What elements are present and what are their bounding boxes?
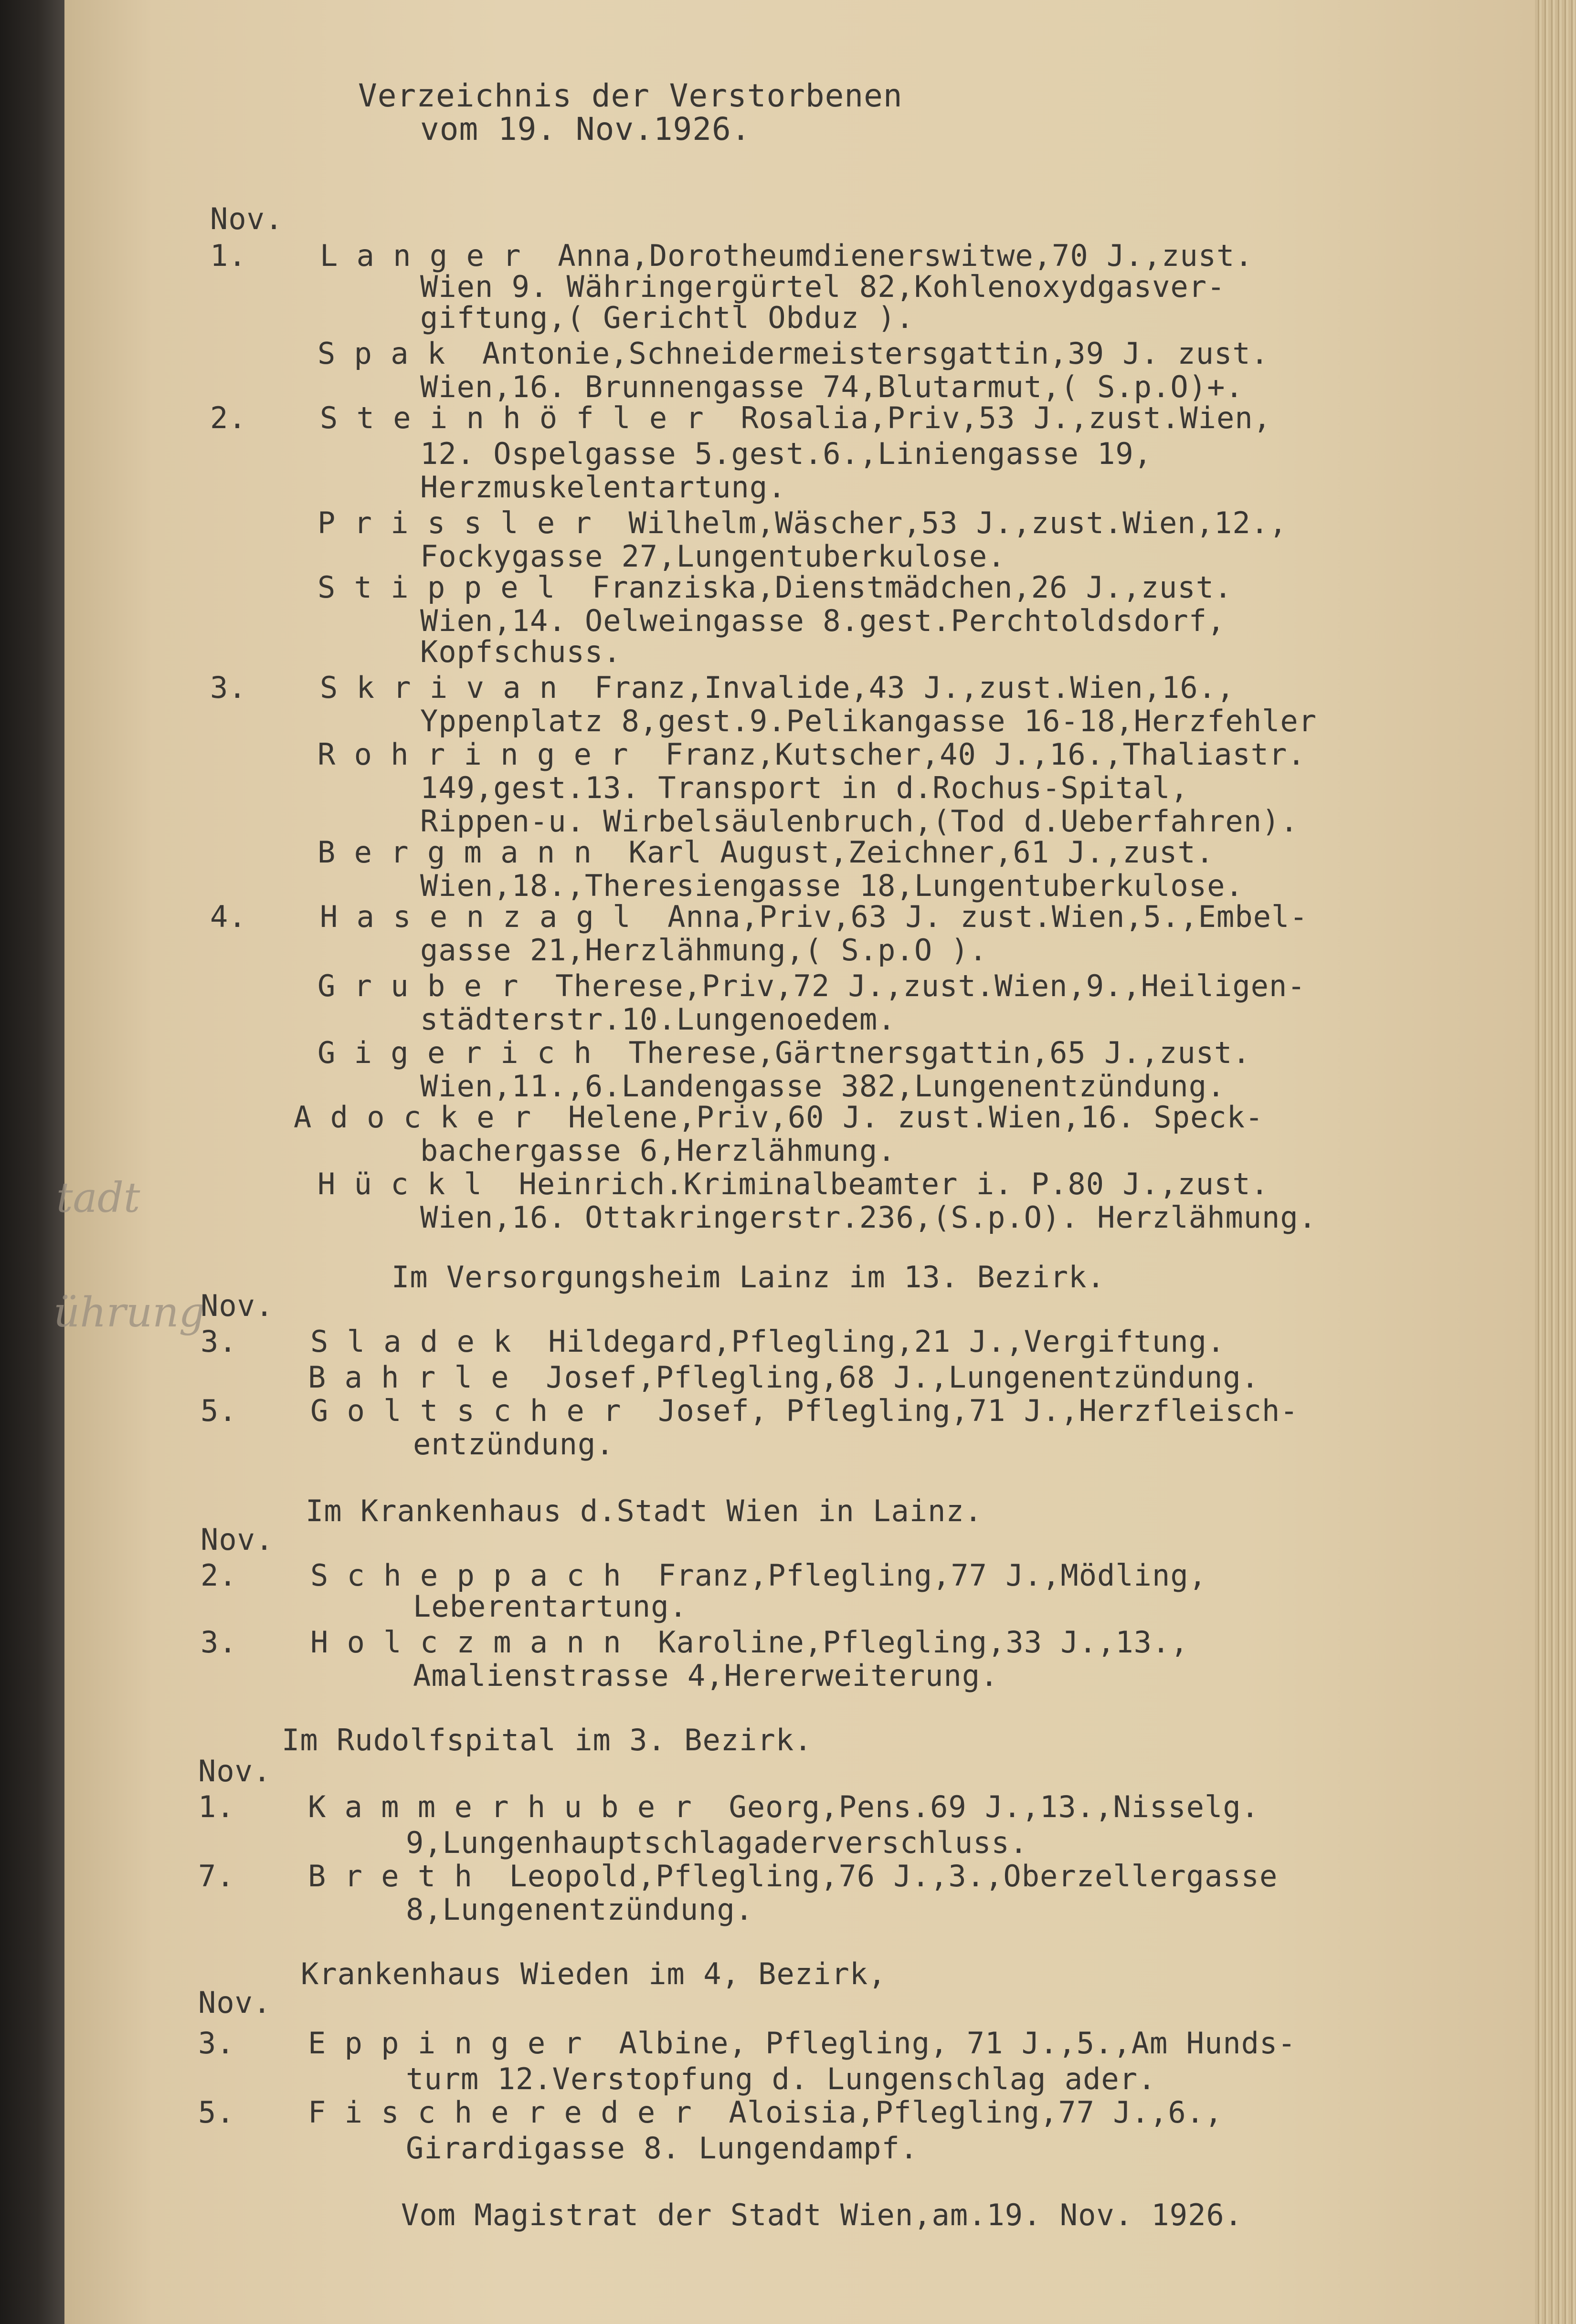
entry-line: 3. H o l c z m a n n Karoline,Pflegling,33 J.,13.,: [201, 1625, 1189, 1660]
entry-line: Kopfschuss.: [420, 634, 622, 669]
entry-line: 12. Ospelgasse 5.gest.6.,Liniengasse 19,: [420, 436, 1153, 471]
entry-line: Girardigasse 8. Lungendampf.: [406, 2131, 919, 2166]
entry-line: städterstr.10.Lungenoedem.: [420, 1002, 896, 1037]
entry-line: 5. G o l t s c h e r Josef, Pflegling,71 J.,Herzfleisch-: [201, 1393, 1299, 1428]
month-header: Nov.: [198, 1985, 272, 2020]
entry-line: 2. S c h e p p a c h Franz,Pflegling,77 J.,Mödling,: [201, 1558, 1207, 1593]
margin-note-1: tadt: [56, 1174, 140, 1222]
title-line-1: Verzeichnis der Verstorbenen: [358, 77, 903, 114]
entry-line: 8,Lungenentzündung.: [406, 1892, 754, 1927]
entry-line: Amalienstrasse 4,Hererweiterung.: [413, 1658, 999, 1693]
entry-line: A d o c k e r Helene,Priv,60 J. zust.Wien,16. Speck-: [294, 1100, 1264, 1135]
month-header: Nov.: [198, 1754, 272, 1788]
entry-line: 3. S k r i v a n Franz,Invalide,43 J.,zust.Wien,16.,: [210, 670, 1235, 705]
entry-line: giftung,( Gerichtl Obduz ).: [420, 300, 914, 335]
entry-line: Wien,16. Ottakringerstr.236,(S.p.O). Herzlähmung.: [420, 1200, 1317, 1235]
entry-line: 2. S t e i n h ö f l e r Rosalia,Priv,53 J.,zust.Wien,: [210, 400, 1271, 435]
entry-line: G r u b e r Therese,Priv,72 J.,zust.Wien,9.,Heiligen-: [317, 968, 1306, 1003]
margin-note-2: ührung: [53, 1289, 205, 1336]
entry-line: B a h r l e Josef,Pflegling,68 J.,Lungenentzündung.: [308, 1360, 1260, 1395]
entry-line: G i g e r i c h Therese,Gärtnersgattin,65 J.,zust.: [317, 1035, 1251, 1070]
entry-line: 3. E p p i n g e r Albine, Pflegling, 71 J.,5.,Am Hunds-: [198, 2026, 1296, 2061]
entry-line: 4. H a s e n z a g l Anna,Priv,63 J. zust.Wien,5.,Embel-: [210, 899, 1308, 934]
entry-line: Wien,18.,Theresiengasse 18,Lungentuberkulose.: [420, 868, 1244, 903]
entry-line: S t i p p e l Franziska,Dienstmädchen,26 J.,zust.: [317, 570, 1233, 605]
month-header: Nov.: [201, 1522, 274, 1557]
section-heading: Im Krankenhaus d.Stadt Wien in Lainz.: [306, 1493, 983, 1528]
entry-line: Wien,14. Oelweingasse 8.gest.Perchtoldsdorf,: [420, 603, 1226, 638]
entry-line: 5. F i s c h e r e d e r Aloisia,Pflegling,77 J.,6.,: [198, 2095, 1223, 2130]
entry-line: Wien,11.,6.Landengasse 382,Lungenentzündung.: [420, 1069, 1226, 1104]
entry-line: 7. B r e t h Leopold,Pflegling,76 J.,3.,Oberzellergasse: [198, 1859, 1278, 1893]
entry-line: Wien 9. Währingergürtel 82,Kohlenoxydgasver-: [420, 269, 1226, 304]
entry-line: H ü c k l Heinrich.Kriminalbeamter i. P.80 J.,zust.: [317, 1167, 1269, 1201]
title-line-2: vom 19. Nov.1926.: [420, 111, 751, 147]
section-heading: Im Rudolfspital im 3. Bezirk.: [282, 1723, 813, 1757]
entry-line: turm 12.Verstopfung d. Lungenschlag ader.: [406, 2061, 1156, 2096]
entry-line: P r i s s l e r Wilhelm,Wäscher,53 J.,zust.Wien,12.,: [317, 505, 1288, 540]
entry-line: 149,gest.13. Transport in d.Rochus-Spital,: [420, 770, 1189, 805]
entry-line: R o h r i n g e r Franz,Kutscher,40 J.,16.,Thaliastr.: [317, 737, 1306, 772]
book-binding: [0, 0, 64, 2324]
section-heading: Im Versorgungsheim Lainz im 13. Bezirk.: [391, 1260, 1105, 1294]
entry-line: B e r g m a n n Karl August,Zeichner,61 J.,zust.: [317, 835, 1215, 870]
entry-line: bachergasse 6,Herzlähmung.: [420, 1133, 896, 1168]
entry-line: entzündung.: [413, 1427, 614, 1462]
footer-signature-line: Vom Magistrat der Stadt Wien,am.19. Nov. 1926.: [401, 2198, 1243, 2232]
entry-line: Fockygasse 27,Lungentuberkulose.: [420, 539, 1006, 574]
entry-line: Rippen-u. Wirbelsäulenbruch,(Tod d.Ueberfahren).: [420, 804, 1299, 839]
entry-line: S p a k Antonie,Schneidermeistersgattin,39 J. zust.: [317, 336, 1269, 371]
entry-line: Wien,16. Brunnengasse 74,Blutarmut,( S.p.O)+.: [420, 369, 1244, 404]
section-heading: Krankenhaus Wieden im 4, Bezirk,: [301, 1956, 887, 1991]
entry-line: 1. K a m m e r h u b e r Georg,Pens.69 J.,13.,Nisselg.: [198, 1789, 1259, 1824]
month-header: Nov.: [201, 1288, 274, 1323]
entry-line: Leberentartung.: [413, 1589, 688, 1624]
entry-line: 3. S l a d e k Hildegard,Pflegling,21 J.,Vergiftung.: [201, 1324, 1226, 1359]
entry-line: 9,Lungenhauptschlagaderverschluss.: [406, 1825, 1028, 1860]
month-header: Nov.: [210, 201, 284, 236]
entry-line: Yppenplatz 8,gest.9.Pelikangasse 16-18,Herzfehler: [420, 704, 1317, 738]
entry-line: gasse 21,Herzlähmung,( S.p.O ).: [420, 933, 988, 967]
entry-line: Herzmuskelentartung.: [420, 470, 786, 505]
page-edges: [1535, 0, 1576, 2324]
entry-line: 1. L a n g e r Anna,Dorotheumdienerswitwe,70 J.,zust.: [210, 238, 1253, 273]
